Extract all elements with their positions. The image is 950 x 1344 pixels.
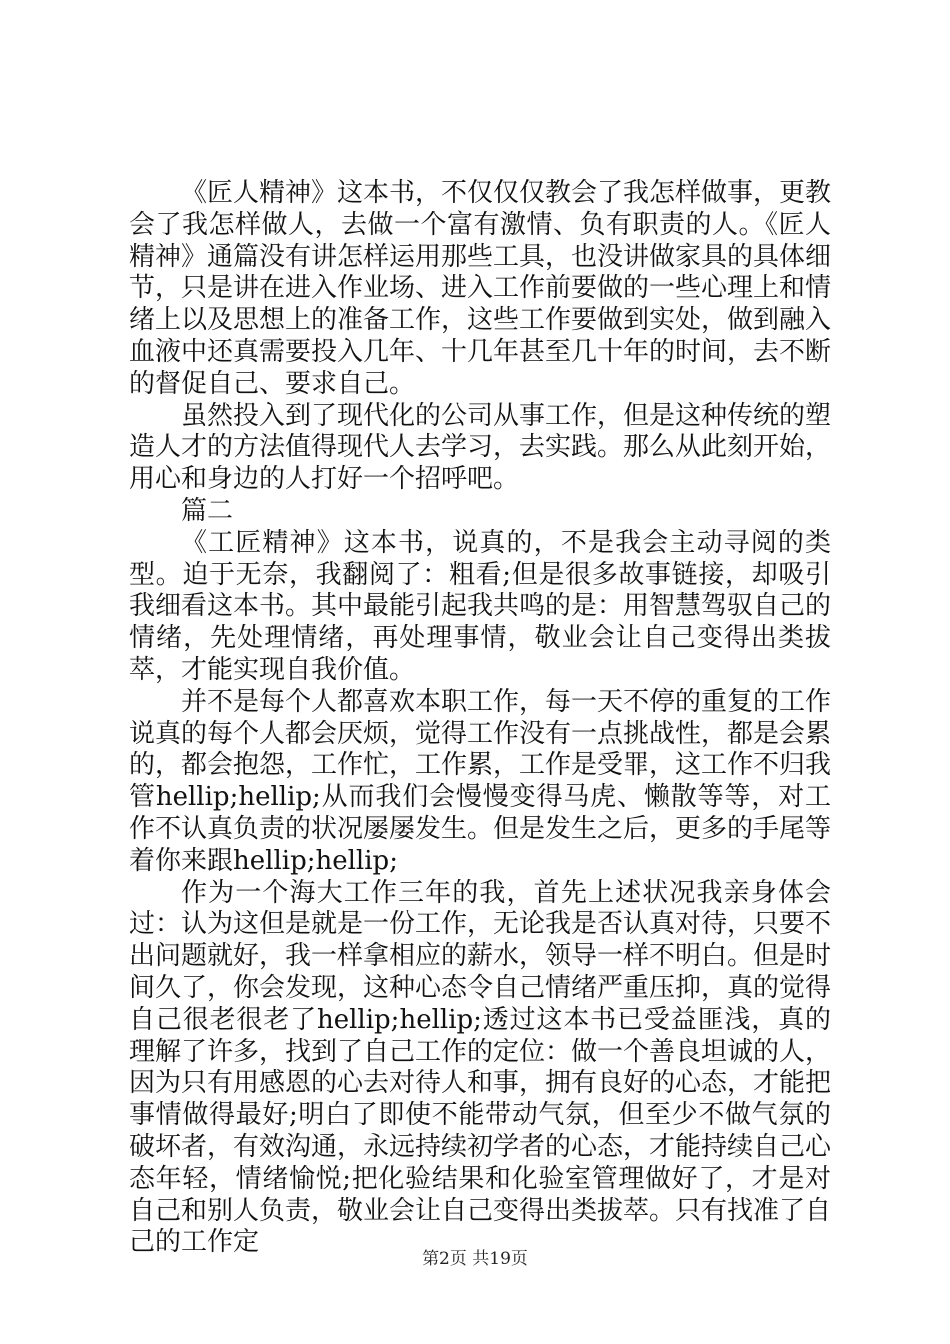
paragraph-2: 虽然投入到了现代化的公司从事工作，但是这种传统的塑造人才的方法值得现代人去学习，去实践。那么从此刻开始，用心和身边的人打好一个招呼吧。	[129, 400, 832, 495]
paragraph-4: 并不是每个人都喜欢本职工作，每一天不停的重复的工作说真的每个人都会厌烦，觉得工作没有一点挑战性，都是会累的，都会抱怨，工作忙，工作累，工作是受罪，这工作不归我管hellip;hellip;从而我们会慢慢变得马虎、懒散等等，对工作不认真负责的状况屡屡发生。但是发生之后，更多的手尾等着你来跟hellip;hellip;	[129, 686, 832, 876]
document-body	[129, 178, 831, 1259]
page-number-footer: 第2页 共19页	[422, 1249, 528, 1269]
paragraph-5: 作为一个海大工作三年的我，首先上述状况我亲身体会过：认为这但是就是一份工作，无论我是否认真对待，只要不出问题就好，我一样拿相应的薪水，领导一样不明白。但是时间久了，你会发现，这种心态令自己情绪严重压抑，真的觉得自己很老很老了hellip;hellip;透过这本书已受益匪浅，真的理解了许多，找到了自己工作的定位：做一个善良坦诚的人，因为只有用感恩的心去对待人和事，拥有良好的心态，才能把事情做得最好;明白了即使不能带动气氛，但至少不做气氛的破坏者，有效沟通，永远持续初学者的心态，才能持续自己心态年轻，情绪愉悦;把化验结果和化验室管理做好了，才是对自己和别人负责，敬业会让自己变得出类拔萃。只有找准了自己的工作定	[129, 877, 832, 1258]
paragraph-1: 《匠人精神》这本书，不仅仅仅教会了我怎样做事，更教会了我怎样做人，去做一个富有激情、负有职责的人。《匠人精神》通篇没有讲怎样运用那些工具，也没讲做家具的具体细节，只是讲在进入作业场、进入工作前要做的一些心理上和情绪上以及思想上的准备工作，这些工作要做到实处，做到融入血液中还真需要投入几年、十几年甚至几十年的时间，去不断的督促自己、要求自己。	[129, 178, 832, 399]
section-heading: 篇二	[181, 495, 234, 526]
paragraph-3: 《工匠精神》这本书，说真的，不是我会主动寻阅的类型。迫于无奈，我翻阅了：粗看;但是很多故事链接，却吸引我细看这本书。其中最能引起我共鸣的是：用智慧驾驭自己的情绪，先处理情绪，再处理事情，敬业会让自己变得出类拔萃，才能实现自我价值。	[129, 527, 832, 685]
